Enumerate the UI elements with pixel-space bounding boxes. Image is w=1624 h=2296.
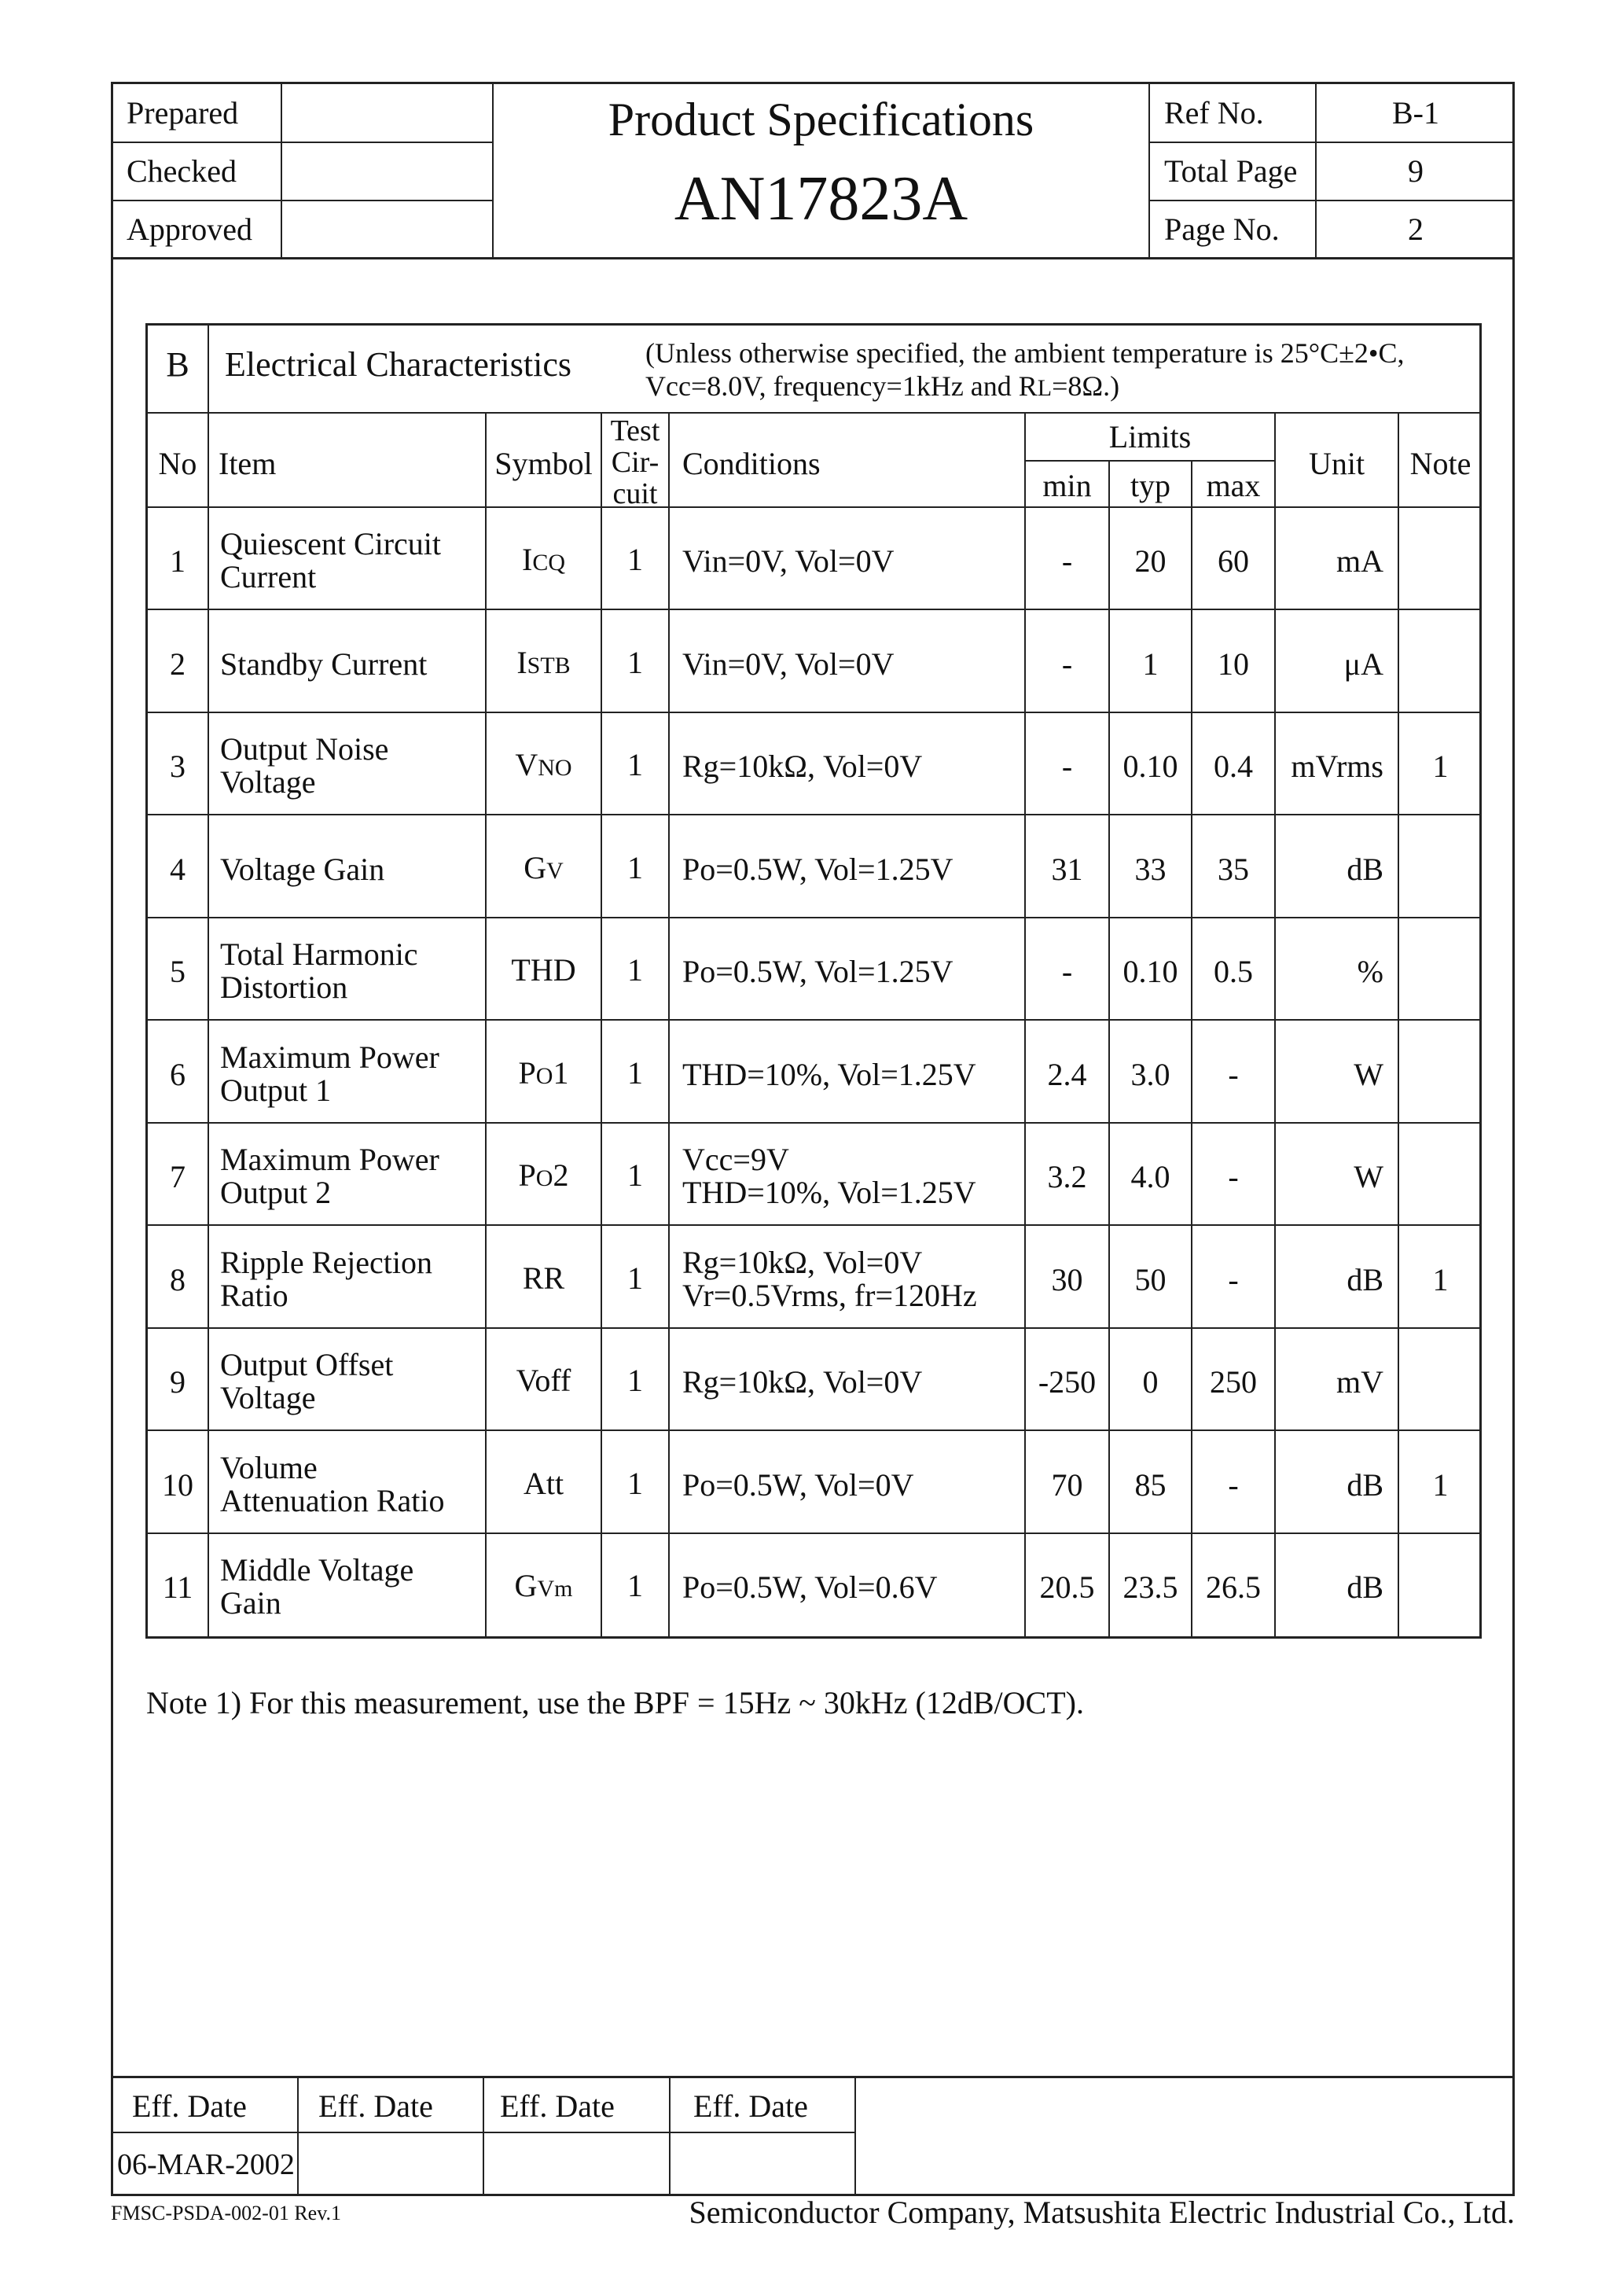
row-typ: 4.0 bbox=[1130, 1159, 1170, 1194]
col-symbol: Symbol bbox=[494, 446, 593, 481]
row-test-circuit: 1 bbox=[627, 1465, 643, 1501]
row-no: 8 bbox=[170, 1261, 186, 1297]
row-item-line2: Output 1 bbox=[220, 1072, 332, 1108]
row-no: 11 bbox=[162, 1569, 193, 1605]
section-letter: B bbox=[166, 345, 189, 384]
row-item-line1: Quiescent Circuit bbox=[220, 526, 442, 561]
row-no: 6 bbox=[170, 1056, 186, 1092]
checked-label: Checked bbox=[127, 153, 237, 189]
section-title: Electrical Characteristics bbox=[225, 345, 571, 384]
row-condition: Rg=10kΩ, Vol=0V bbox=[682, 749, 923, 784]
col-limits: Limits bbox=[1108, 419, 1192, 454]
row-unit: dB bbox=[1347, 1261, 1383, 1297]
row-condition: Po=0.5W, Vol=0.6V bbox=[682, 1569, 938, 1605]
row-item-line2: Output 2 bbox=[220, 1175, 332, 1210]
row-max: 250 bbox=[1210, 1364, 1257, 1400]
row-typ: 33 bbox=[1134, 851, 1167, 887]
prepared-label: Prepared bbox=[127, 95, 239, 131]
row-symbol: ICQ bbox=[521, 542, 565, 577]
row-typ: 0.10 bbox=[1122, 749, 1178, 784]
eff-date-label-2: Eff. Date bbox=[318, 2088, 433, 2124]
row-max: - bbox=[1228, 1056, 1239, 1092]
eff-date-value-1: 06-MAR-2002 bbox=[117, 2148, 295, 2181]
row-no: 10 bbox=[162, 1466, 193, 1503]
row-min: - bbox=[1061, 954, 1073, 989]
row-test-circuit: 1 bbox=[627, 1054, 643, 1091]
approved-label: Approved bbox=[127, 212, 252, 247]
row-max: 0.5 bbox=[1214, 954, 1253, 989]
row-symbol: GVm bbox=[514, 1568, 573, 1603]
row-typ: 0 bbox=[1142, 1364, 1159, 1400]
col-min: min bbox=[1042, 468, 1092, 503]
page-no-label: Page No. bbox=[1164, 212, 1280, 247]
row-unit: W bbox=[1354, 1159, 1383, 1194]
row-min: 30 bbox=[1051, 1261, 1083, 1297]
row-symbol: PO2 bbox=[518, 1157, 569, 1193]
row-typ: 23.5 bbox=[1122, 1569, 1178, 1605]
row-note: 1 bbox=[1432, 1261, 1449, 1297]
section-condition-line2: Vcc=8.0V, frequency=1kHz and RL=8Ω.) bbox=[645, 370, 1120, 402]
row-item-line1: Output Offset bbox=[220, 1347, 394, 1382]
row-condition-line2: Vr=0.5Vrms, fr=120Hz bbox=[682, 1277, 977, 1313]
col-conditions: Conditions bbox=[682, 446, 821, 481]
row-item-line2: Attenuation Ratio bbox=[220, 1482, 445, 1518]
row-item: Standby Current bbox=[220, 646, 428, 682]
row-max: - bbox=[1228, 1466, 1239, 1503]
row-min: - bbox=[1061, 646, 1073, 682]
total-page-value: 9 bbox=[1408, 153, 1424, 189]
col-item: Item bbox=[219, 446, 277, 481]
row-min: - bbox=[1061, 749, 1073, 784]
row-min: 3.2 bbox=[1047, 1159, 1087, 1194]
row-unit: μA bbox=[1343, 646, 1383, 682]
col-max: max bbox=[1206, 468, 1261, 503]
row-max: 60 bbox=[1218, 543, 1249, 579]
row-test-circuit: 1 bbox=[627, 747, 643, 782]
company-name: Semiconductor Company, Matsushita Electric Industrial Co., Ltd. bbox=[689, 2195, 1515, 2230]
row-test-circuit: 1 bbox=[627, 644, 643, 680]
row-condition-line2: THD=10%, Vol=1.25V bbox=[682, 1175, 976, 1210]
row-note: 1 bbox=[1432, 1466, 1449, 1503]
row-item-line2: Gain bbox=[220, 1585, 281, 1621]
row-unit: mV bbox=[1336, 1364, 1383, 1400]
row-condition: Vin=0V, Vol=0V bbox=[682, 646, 895, 682]
row-min: -250 bbox=[1038, 1364, 1097, 1400]
row-unit: mA bbox=[1336, 543, 1383, 579]
row-item-line2: Voltage bbox=[220, 1380, 316, 1415]
row-max: 10 bbox=[1218, 646, 1249, 682]
row-note: 1 bbox=[1432, 749, 1449, 784]
eff-date-label-3: Eff. Date bbox=[500, 2088, 615, 2124]
row-item-line1: Maximum Power bbox=[220, 1142, 439, 1177]
row-test-circuit: 1 bbox=[627, 1363, 643, 1398]
row-test-circuit: 1 bbox=[627, 1568, 643, 1603]
row-item-line1: Ripple Rejection bbox=[220, 1244, 432, 1280]
col-test-circuit: Test Cir- cuit bbox=[610, 414, 660, 510]
row-condition: Vin=0V, Vol=0V bbox=[682, 543, 895, 579]
row-unit: dB bbox=[1347, 1466, 1383, 1503]
row-typ: 0.10 bbox=[1122, 954, 1178, 989]
row-unit: % bbox=[1357, 954, 1383, 989]
row-unit: dB bbox=[1347, 851, 1383, 887]
row-unit: W bbox=[1354, 1056, 1383, 1092]
row-symbol: Voff bbox=[516, 1363, 571, 1398]
row-item-line1: Volume bbox=[220, 1449, 318, 1485]
row-symbol: ISTB bbox=[516, 644, 571, 680]
row-no: 9 bbox=[170, 1364, 186, 1400]
row-min: 70 bbox=[1051, 1466, 1083, 1503]
row-item-line2: Current bbox=[220, 559, 317, 594]
row-condition: Rg=10kΩ, Vol=0V bbox=[682, 1364, 923, 1400]
eff-date-label-1: Eff. Date bbox=[132, 2088, 247, 2124]
ref-no-label: Ref No. bbox=[1164, 95, 1264, 131]
row-item-line1: Middle Voltage bbox=[220, 1552, 414, 1588]
row-unit: mVrms bbox=[1291, 749, 1383, 784]
col-typ: typ bbox=[1130, 468, 1171, 503]
row-test-circuit: 1 bbox=[627, 849, 643, 885]
measurement-note: Note 1) For this measurement, use the BPF = 15Hz ~ 30kHz (12dB/OCT). bbox=[146, 1685, 1084, 1720]
total-page-label: Total Page bbox=[1164, 153, 1298, 189]
row-condition: Po=0.5W, Vol=0V bbox=[682, 1466, 914, 1503]
row-max: 26.5 bbox=[1206, 1569, 1261, 1605]
row-no: 1 bbox=[170, 543, 186, 579]
row-item-line2: Distortion bbox=[220, 970, 348, 1005]
row-test-circuit: 1 bbox=[627, 1260, 643, 1296]
document-header bbox=[111, 82, 1515, 259]
row-item-line1: Output Noise bbox=[220, 731, 389, 767]
row-condition-line1: Vcc=9V bbox=[682, 1142, 789, 1177]
eff-date-label-4: Eff. Date bbox=[693, 2088, 808, 2124]
row-typ: 50 bbox=[1134, 1261, 1167, 1297]
row-typ: 20 bbox=[1134, 543, 1167, 579]
ref-no-value: B-1 bbox=[1392, 95, 1439, 131]
row-no: 7 bbox=[170, 1159, 186, 1194]
row-no: 3 bbox=[170, 749, 186, 784]
row-symbol: Att bbox=[523, 1465, 564, 1501]
row-condition: Po=0.5W, Vol=1.25V bbox=[682, 851, 953, 887]
row-no: 2 bbox=[170, 646, 186, 682]
page-title: Product Specifications bbox=[608, 94, 1034, 145]
row-item-line1: Maximum Power bbox=[220, 1039, 439, 1075]
row-max: 0.4 bbox=[1214, 749, 1253, 784]
row-symbol: PO1 bbox=[518, 1054, 569, 1091]
row-condition: Po=0.5W, Vol=1.25V bbox=[682, 954, 953, 989]
row-test-circuit: 1 bbox=[627, 952, 643, 988]
row-max: 35 bbox=[1218, 851, 1249, 887]
row-min: 20.5 bbox=[1039, 1569, 1095, 1605]
row-unit: dB bbox=[1347, 1569, 1383, 1605]
row-min: 2.4 bbox=[1047, 1056, 1087, 1092]
row-item-line2: Voltage bbox=[220, 764, 316, 800]
row-test-circuit: 1 bbox=[627, 1157, 643, 1193]
row-condition-line1: Rg=10kΩ, Vol=0V bbox=[682, 1244, 923, 1280]
electrical-characteristics-table bbox=[145, 323, 1482, 1639]
row-item: Voltage Gain bbox=[220, 851, 385, 887]
row-symbol: VNO bbox=[515, 747, 572, 782]
col-note: Note bbox=[1409, 446, 1472, 481]
row-typ: 3.0 bbox=[1130, 1056, 1170, 1092]
row-symbol: THD bbox=[511, 952, 576, 988]
row-item-line2: Ratio bbox=[220, 1277, 288, 1313]
row-min: 31 bbox=[1051, 851, 1083, 887]
row-item-line1: Total Harmonic bbox=[220, 936, 418, 972]
part-number: AN17823A bbox=[674, 164, 968, 234]
page-no-value: 2 bbox=[1408, 212, 1424, 247]
section-condition-line1: (Unless otherwise specified, the ambient temperature is 25°C±2•C, bbox=[645, 337, 1405, 369]
row-no: 5 bbox=[170, 954, 186, 989]
row-min: - bbox=[1061, 543, 1073, 579]
row-symbol: RR bbox=[522, 1260, 565, 1296]
row-max: - bbox=[1228, 1159, 1239, 1194]
row-condition: THD=10%, Vol=1.25V bbox=[682, 1056, 976, 1092]
col-unit: Unit bbox=[1308, 446, 1365, 481]
row-test-circuit: 1 bbox=[627, 542, 643, 577]
col-no: No bbox=[158, 446, 197, 481]
row-no: 4 bbox=[170, 851, 186, 887]
row-max: - bbox=[1228, 1261, 1239, 1297]
row-typ: 1 bbox=[1142, 646, 1159, 682]
row-symbol: GV bbox=[524, 849, 564, 885]
form-code: FMSC-PSDA-002-01 Rev.1 bbox=[111, 2202, 342, 2224]
row-typ: 85 bbox=[1134, 1466, 1167, 1503]
